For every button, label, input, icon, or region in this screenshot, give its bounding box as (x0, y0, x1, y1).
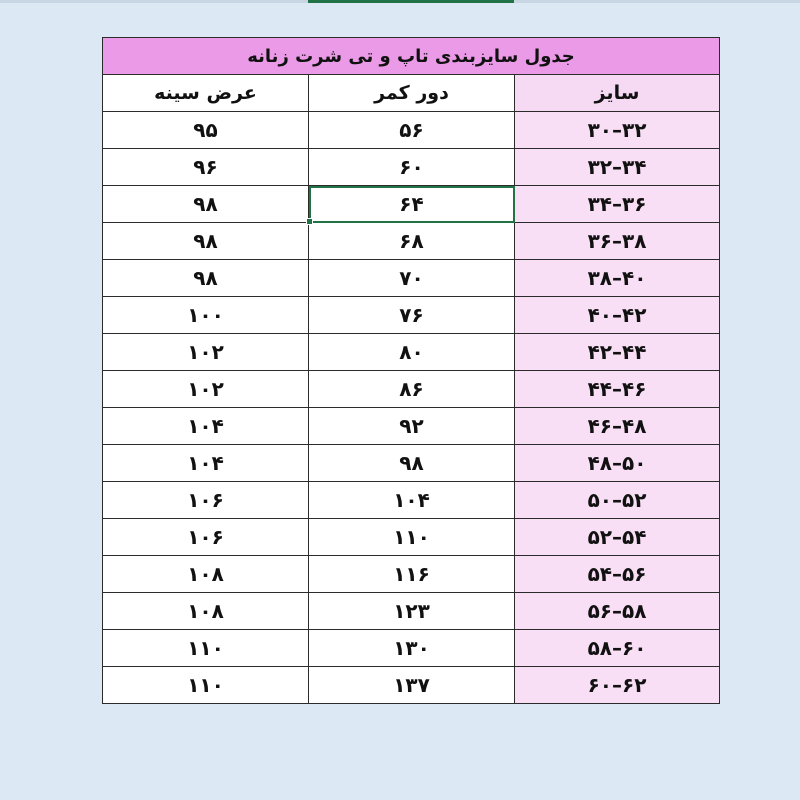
title-row (103, 38, 720, 75)
table-row (103, 297, 720, 334)
size-cell[interactable]: ۶۰–۶۲ (515, 667, 720, 704)
table-row (103, 630, 720, 667)
size-cell[interactable]: ۳۴–۳۶ (515, 186, 720, 223)
waist-cell[interactable]: ۱۱۰ (309, 519, 515, 556)
chest-cell[interactable]: ۱۰۶ (103, 482, 309, 519)
table-row (103, 556, 720, 593)
table-row (103, 186, 720, 223)
size-cell[interactable]: ۵۸–۶۰ (515, 630, 720, 667)
waist-cell[interactable]: ۱۲۳ (309, 593, 515, 630)
size-chart-table (102, 37, 720, 704)
chest-cell[interactable]: ۱۰۰ (103, 297, 309, 334)
waist-cell[interactable]: ۸۰ (309, 334, 515, 371)
waist-cell[interactable]: ۱۳۰ (309, 630, 515, 667)
chest-cell[interactable]: ۱۱۰ (103, 667, 309, 704)
size-cell[interactable]: ۵۰–۵۲ (515, 482, 720, 519)
table-row (103, 112, 720, 149)
chest-cell[interactable]: ۹۸ (103, 260, 309, 297)
table-row (103, 482, 720, 519)
size-cell[interactable]: ۳۰–۳۲ (515, 112, 720, 149)
table-row (103, 371, 720, 408)
header-waist[interactable]: دور کمر (309, 75, 515, 112)
size-cell[interactable]: ۳۸–۴۰ (515, 260, 720, 297)
waist-cell[interactable]: ۷۶ (309, 297, 515, 334)
chest-cell[interactable]: ۹۸ (103, 223, 309, 260)
chest-cell[interactable]: ۱۰۴ (103, 445, 309, 482)
header-row (103, 75, 720, 112)
table-row (103, 445, 720, 482)
chest-cell[interactable]: ۱۰۸ (103, 593, 309, 630)
waist-cell[interactable]: ۱۱۶ (309, 556, 515, 593)
waist-cell[interactable]: ۸۶ (309, 371, 515, 408)
waist-cell[interactable]: ۱۰۴ (309, 482, 515, 519)
size-cell[interactable]: ۳۲–۳۴ (515, 149, 720, 186)
size-cell[interactable]: ۴۲–۴۴ (515, 334, 720, 371)
table-row (103, 519, 720, 556)
table-row (103, 593, 720, 630)
chest-cell[interactable]: ۱۰۲ (103, 371, 309, 408)
chest-cell[interactable]: ۹۸ (103, 186, 309, 223)
table-title[interactable]: جدول سایزبندی تاپ و تی شرت زنانه (103, 38, 720, 75)
header-chest-width[interactable]: عرض سینه (103, 75, 309, 112)
fill-handle[interactable] (306, 218, 313, 225)
table-row (103, 260, 720, 297)
active-cell-column-marker (308, 0, 514, 3)
waist-cell[interactable]: ۱۳۷ (309, 667, 515, 704)
chest-cell[interactable]: ۱۰۸ (103, 556, 309, 593)
table-row (103, 408, 720, 445)
chest-cell[interactable]: ۱۰۶ (103, 519, 309, 556)
selected-waist-cell[interactable]: ۶۴ (309, 186, 515, 223)
waist-cell[interactable]: ۶۰ (309, 149, 515, 186)
table-body (103, 112, 720, 704)
waist-cell[interactable]: ۶۸ (309, 223, 515, 260)
chest-cell[interactable]: ۱۱۰ (103, 630, 309, 667)
chest-cell[interactable]: ۱۰۲ (103, 334, 309, 371)
waist-cell[interactable]: ۷۰ (309, 260, 515, 297)
waist-cell[interactable]: ۹۲ (309, 408, 515, 445)
size-cell[interactable]: ۳۶–۳۸ (515, 223, 720, 260)
size-cell[interactable]: ۴۶–۴۸ (515, 408, 720, 445)
table-row (103, 149, 720, 186)
size-cell[interactable]: ۵۲–۵۴ (515, 519, 720, 556)
chest-cell[interactable]: ۹۵ (103, 112, 309, 149)
chest-cell[interactable]: ۹۶ (103, 149, 309, 186)
size-cell[interactable]: ۴۸–۵۰ (515, 445, 720, 482)
size-cell[interactable]: ۵۶–۵۸ (515, 593, 720, 630)
size-cell[interactable]: ۵۴–۵۶ (515, 556, 720, 593)
table-row (103, 334, 720, 371)
table-row (103, 667, 720, 704)
waist-cell[interactable]: ۵۶ (309, 112, 515, 149)
size-cell[interactable]: ۴۰–۴۲ (515, 297, 720, 334)
size-cell[interactable]: ۴۴–۴۶ (515, 371, 720, 408)
waist-cell[interactable]: ۹۸ (309, 445, 515, 482)
chest-cell[interactable]: ۱۰۴ (103, 408, 309, 445)
header-size[interactable]: سایز (515, 75, 720, 112)
table-row (103, 223, 720, 260)
